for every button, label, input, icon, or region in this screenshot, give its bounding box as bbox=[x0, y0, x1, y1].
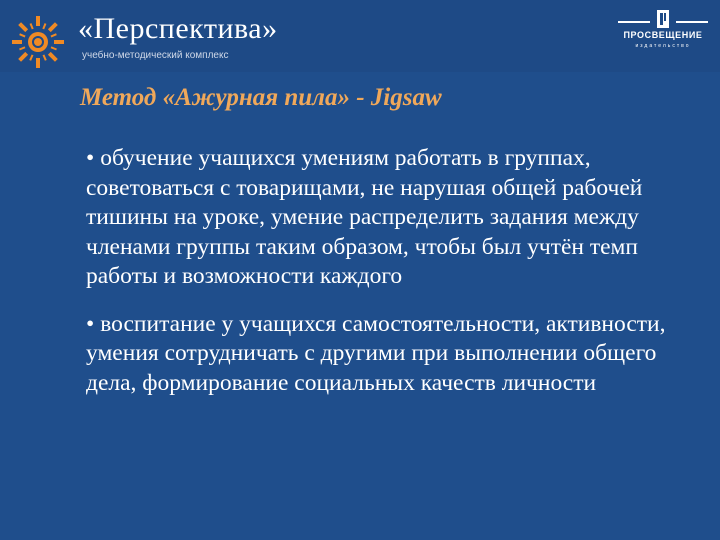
publisher-subtitle: издательство bbox=[635, 43, 691, 49]
publisher-logo bbox=[618, 8, 708, 52]
header-band bbox=[0, 0, 720, 72]
bullet-marker: • bbox=[86, 310, 95, 337]
sun-logo-icon bbox=[10, 12, 70, 72]
bullet-text: обучение учащихся умениям работать в группах, советоваться с товарищами, не нарушая общей рабочей тишины на уроке, умение распределить задания между членами группы таким образом, чтобы был учтён темп работы и возможности каждого bbox=[86, 145, 643, 289]
publisher-name: ПРОСВЕЩЕНИЕ bbox=[623, 30, 703, 40]
slide-title: Метод «Ажурная пила» - Jigsaw bbox=[80, 84, 442, 111]
brand-subtitle: учебно-методический комплекс bbox=[82, 50, 229, 61]
bullet-item bbox=[86, 144, 686, 292]
publisher-mark-icon bbox=[655, 8, 671, 30]
bullet-item bbox=[86, 310, 686, 399]
brand-title: «Перспектива» bbox=[78, 12, 278, 45]
bullet-list bbox=[86, 144, 686, 416]
bullet-text: воспитание у учащихся самостоятельности, активности, умения сотрудничать с другими при выполнении общего дела, формирование социальных качеств личности bbox=[86, 310, 666, 396]
bullet-marker: • bbox=[86, 145, 95, 171]
